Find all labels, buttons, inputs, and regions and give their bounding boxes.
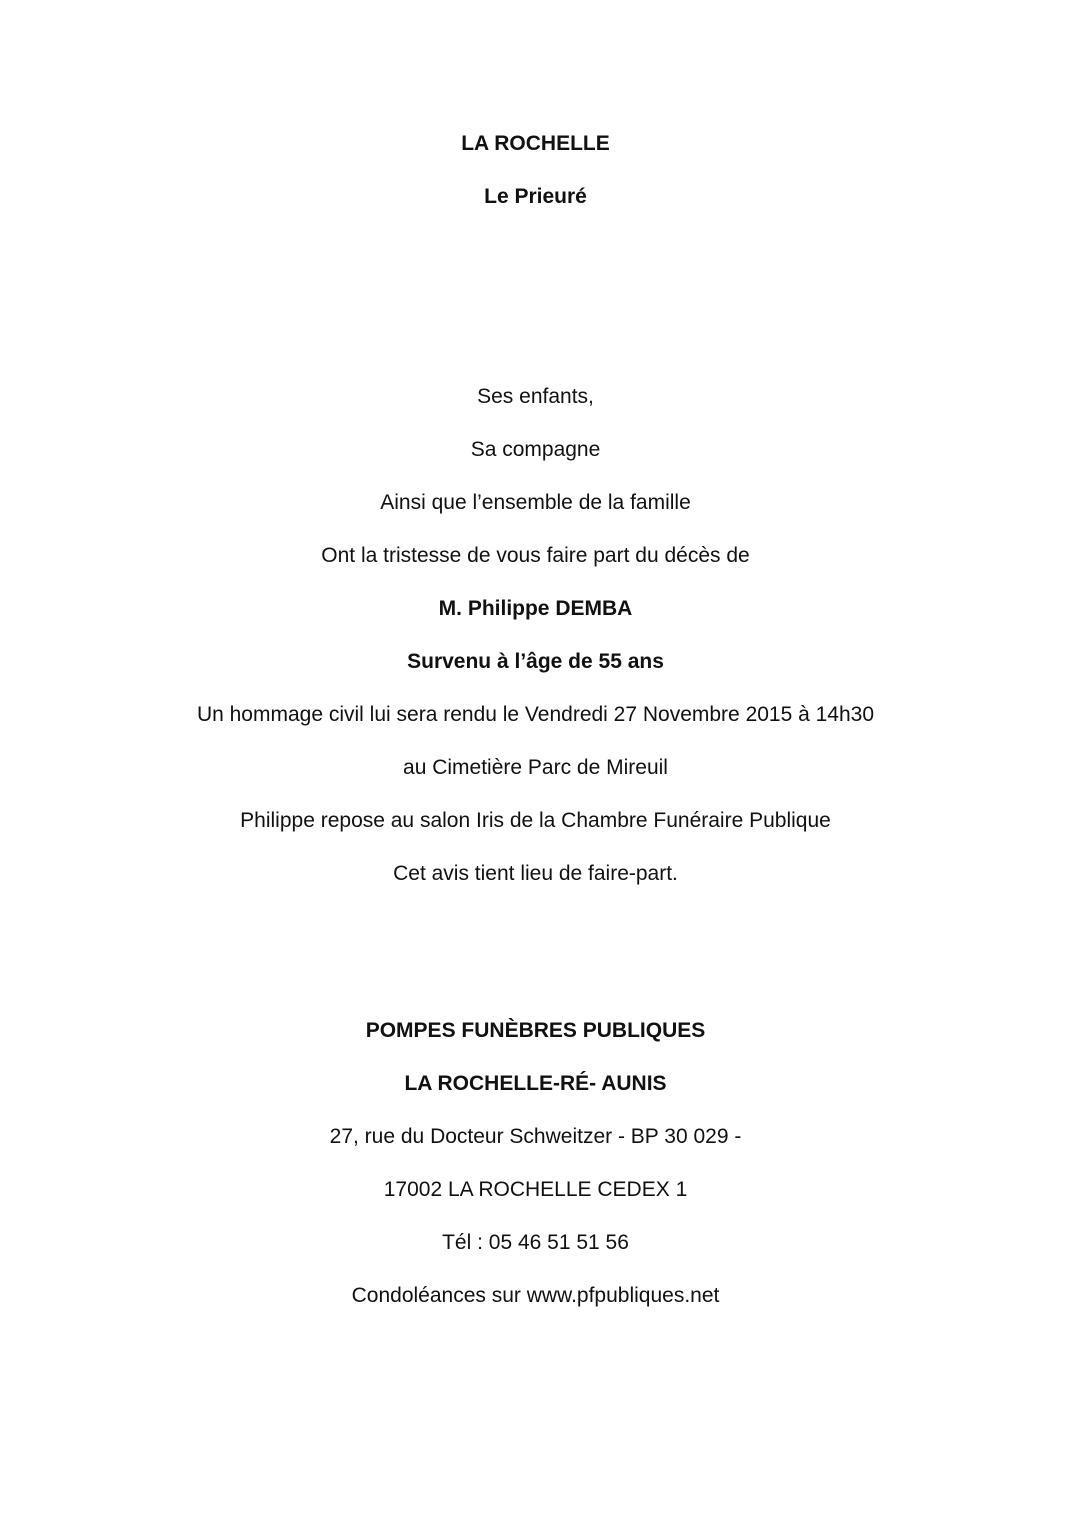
funeral-home-condolences: Condoléances sur www.pfpubliques.net	[351, 1284, 720, 1307]
ceremony-line: Un hommage civil lui sera rendu le Vendredi 27 Novembre 2015 à 14h30	[196, 703, 875, 726]
deceased-age-line: Survenu à l’âge de 55 ans	[407, 650, 664, 673]
family-line-whole-family: Ainsi que l’ensemble de la famille	[380, 491, 691, 514]
funeral-home-phone: Tél : 05 46 51 51 56	[442, 1231, 629, 1254]
spacer-after-header	[0, 223, 1071, 370]
repose-line: Philippe repose au salon Iris de la Chambre Funéraire Publique	[240, 809, 831, 832]
funeral-home-name: POMPES FUNÈBRES PUBLIQUES	[365, 1019, 706, 1042]
header-place: Le Prieuré	[484, 185, 587, 208]
header-city: LA ROCHELLE	[461, 132, 610, 155]
family-line-children: Ses enfants,	[477, 385, 594, 408]
deceased-name: M. Philippe DEMBA	[438, 597, 633, 620]
cemetery-line: au Cimetière Parc de Mireuil	[403, 756, 668, 779]
funeral-home-region: LA ROCHELLE-RÉ- AUNIS	[404, 1072, 667, 1095]
spacer-before-footer	[0, 900, 1071, 1004]
family-line-sadness: Ont la tristesse de vous faire part du décès de	[321, 544, 750, 567]
funeral-home-address-line2: 17002 LA ROCHELLE CEDEX 1	[383, 1178, 688, 1201]
funeral-home-address-line1: 27, rue du Docteur Schweitzer - BP 30 029 -	[329, 1125, 742, 1148]
notice-line: Cet avis tient lieu de faire-part.	[393, 862, 678, 885]
family-line-partner: Sa compagne	[470, 438, 601, 461]
